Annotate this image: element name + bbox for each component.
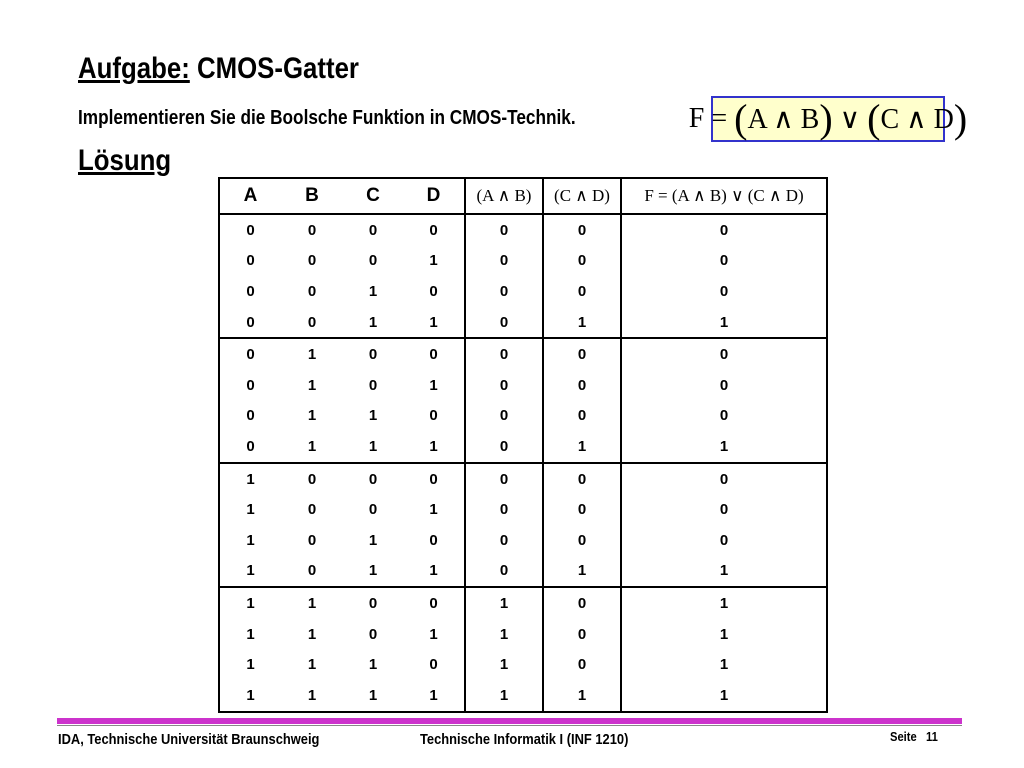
formula-or: ∨ xyxy=(839,104,861,135)
table-cell: 0 xyxy=(465,463,543,495)
table-row xyxy=(219,401,827,432)
formula-box xyxy=(688,96,968,142)
formula-term-1: A ∧ B xyxy=(747,104,820,135)
table-cell: 0 xyxy=(429,282,438,300)
formula-lhs: F xyxy=(688,103,705,134)
table-cell: 0 xyxy=(543,587,621,619)
truth-table-header-row xyxy=(219,178,827,214)
table-cell: 0 xyxy=(246,407,255,425)
table-cell: 1 xyxy=(307,686,317,704)
table-row xyxy=(219,649,827,680)
table-cell: 0 xyxy=(246,376,255,394)
table-cell: 0 xyxy=(543,619,621,650)
table-cell: 1 xyxy=(543,307,621,339)
table-cell: 0 xyxy=(465,556,543,588)
table-cell: 1 xyxy=(307,594,317,612)
footer-rule xyxy=(57,718,962,724)
title-rest: CMOS-Gatter xyxy=(196,52,359,85)
table-row xyxy=(219,276,827,307)
formula-eq: = xyxy=(711,103,728,134)
table-cell: 0 xyxy=(307,282,317,300)
table-cell: 1 xyxy=(621,307,827,339)
solution-heading: Lösung xyxy=(78,144,172,177)
table-cell: 0 xyxy=(368,594,378,612)
table-cell: 1 xyxy=(429,501,438,519)
table-row xyxy=(219,338,827,370)
footer-institution: IDA, Technische Universität Braunschweig xyxy=(58,731,320,748)
table-cell: 0 xyxy=(429,470,438,488)
table-cell: 0 xyxy=(621,214,827,246)
table-cell: 0 xyxy=(307,252,317,270)
table-cell: 0 xyxy=(465,525,543,556)
table-cell: 0 xyxy=(543,338,621,370)
footer-page xyxy=(890,729,938,744)
table-cell: 1 xyxy=(621,680,827,712)
table-cell: 0 xyxy=(621,494,827,525)
table-cell: 0 xyxy=(368,252,378,270)
header-c: C xyxy=(343,178,403,214)
table-cell: 0 xyxy=(281,556,343,588)
footer-rule-shadow xyxy=(57,725,962,726)
table-row xyxy=(219,246,827,277)
table-cell: 1 xyxy=(465,680,543,712)
table-cell: 1 xyxy=(621,649,827,680)
table-cell: 0 xyxy=(621,276,827,307)
formula-term-2: C ∧ D xyxy=(880,104,954,135)
formula-paren-close-2: ) xyxy=(953,96,968,141)
table-cell: 1 xyxy=(307,656,317,674)
table-cell: 1 xyxy=(343,307,403,339)
table-cell: 0 xyxy=(465,431,543,463)
table-cell: 1 xyxy=(403,556,465,588)
title-prefix: Aufgabe: xyxy=(78,52,190,85)
table-cell: 1 xyxy=(246,470,255,488)
formula-paren-close-1: ) xyxy=(819,96,833,141)
table-cell: 0 xyxy=(621,338,827,370)
table-cell: 0 xyxy=(621,525,827,556)
table-cell: 1 xyxy=(465,649,543,680)
table-cell: 0 xyxy=(621,370,827,401)
table-cell: 0 xyxy=(621,401,827,432)
table-cell: 1 xyxy=(465,587,543,619)
table-cell: 0 xyxy=(368,501,378,519)
table-cell: 0 xyxy=(368,346,378,364)
table-row xyxy=(219,370,827,401)
table-row xyxy=(219,463,827,495)
table-cell: 1 xyxy=(307,407,317,425)
table-cell: 1 xyxy=(307,625,317,643)
table-row xyxy=(219,307,827,339)
table-cell: 1 xyxy=(246,594,255,612)
table-cell: 0 xyxy=(543,214,621,246)
table-cell: 0 xyxy=(429,594,438,612)
table-cell: 0 xyxy=(465,401,543,432)
table-cell: 0 xyxy=(281,307,343,339)
table-cell: 0 xyxy=(543,370,621,401)
table-cell: 1 xyxy=(281,431,343,463)
header-d: D xyxy=(403,178,465,214)
table-cell: 0 xyxy=(543,649,621,680)
table-cell: 1 xyxy=(343,556,403,588)
table-cell: 1 xyxy=(307,376,317,394)
table-cell: 0 xyxy=(465,214,543,246)
table-cell: 1 xyxy=(368,686,378,704)
table-cell: 1 xyxy=(307,346,317,364)
table-cell: 0 xyxy=(543,494,621,525)
table-cell: 1 xyxy=(543,680,621,712)
formula-paren-open-2: ( xyxy=(867,96,881,141)
table-cell: 0 xyxy=(429,407,438,425)
table-cell: 0 xyxy=(543,463,621,495)
header-a-and-b: (A ∧ B) xyxy=(465,178,543,214)
table-cell: 0 xyxy=(246,252,255,270)
table-cell: 0 xyxy=(246,282,255,300)
table-cell: 1 xyxy=(368,531,378,549)
table-cell: 1 xyxy=(246,501,255,519)
table-cell: 0 xyxy=(543,525,621,556)
table-cell: 1 xyxy=(246,656,255,674)
table-cell: 0 xyxy=(429,346,438,364)
table-cell: 0 xyxy=(307,531,317,549)
table-cell: 0 xyxy=(465,338,543,370)
table-cell: 1 xyxy=(429,686,438,704)
table-cell: 0 xyxy=(465,494,543,525)
table-cell: 1 xyxy=(343,431,403,463)
table-cell: 0 xyxy=(219,307,281,339)
truth-table-body xyxy=(219,214,827,712)
header-a: A xyxy=(219,178,281,214)
table-cell: 0 xyxy=(543,401,621,432)
table-cell: 1 xyxy=(403,431,465,463)
table-cell: 0 xyxy=(465,246,543,277)
table-cell: 1 xyxy=(543,556,621,588)
table-cell: 1 xyxy=(429,625,438,643)
table-cell: 1 xyxy=(621,619,827,650)
header-c-and-d: (C ∧ D) xyxy=(543,178,621,214)
table-cell: 1 xyxy=(246,531,255,549)
table-cell: 1 xyxy=(368,656,378,674)
table-cell: 1 xyxy=(219,556,281,588)
table-cell: 1 xyxy=(465,619,543,650)
table-cell: 0 xyxy=(429,221,438,239)
table-cell: 1 xyxy=(429,376,438,394)
table-cell: 1 xyxy=(621,431,827,463)
table-cell: 0 xyxy=(543,276,621,307)
table-cell: 0 xyxy=(465,276,543,307)
footer-page-number: 11 xyxy=(926,729,938,744)
table-cell: 0 xyxy=(465,307,543,339)
table-cell: 1 xyxy=(429,252,438,270)
table-cell: 0 xyxy=(368,376,378,394)
table-cell: 0 xyxy=(219,431,281,463)
table-row xyxy=(219,494,827,525)
table-cell: 1 xyxy=(621,587,827,619)
table-row xyxy=(219,587,827,619)
table-cell: 0 xyxy=(368,221,378,239)
table-cell: 0 xyxy=(307,501,317,519)
table-cell: 0 xyxy=(246,346,255,364)
table-cell: 0 xyxy=(246,221,255,239)
table-cell: 1 xyxy=(621,556,827,588)
table-row xyxy=(219,214,827,246)
table-cell: 1 xyxy=(246,686,255,704)
table-cell: 0 xyxy=(307,470,317,488)
table-cell: 0 xyxy=(621,246,827,277)
table-cell: 0 xyxy=(429,656,438,674)
table-cell: 1 xyxy=(403,307,465,339)
table-cell: 1 xyxy=(368,407,378,425)
formula-paren-open-1: ( xyxy=(734,96,748,141)
table-cell: 0 xyxy=(465,370,543,401)
table-row xyxy=(219,431,827,463)
task-description: Implementieren Sie die Boolsche Funktion in CMOS-Technik. xyxy=(78,107,576,129)
table-cell: 0 xyxy=(429,531,438,549)
table-cell: 1 xyxy=(246,625,255,643)
table-row xyxy=(219,525,827,556)
table-cell: 0 xyxy=(368,625,378,643)
table-row xyxy=(219,680,827,712)
table-row xyxy=(219,556,827,588)
truth-table xyxy=(218,177,828,713)
footer-page-label: Seite xyxy=(890,729,917,744)
table-cell: 1 xyxy=(543,431,621,463)
table-cell: 1 xyxy=(368,282,378,300)
table-row xyxy=(219,619,827,650)
table-cell: 0 xyxy=(307,221,317,239)
table-cell: 0 xyxy=(368,470,378,488)
header-f: F = (A ∧ B) ∨ (C ∧ D) xyxy=(621,178,827,214)
table-cell: 0 xyxy=(543,246,621,277)
footer-course: Technische Informatik I (INF 1210) xyxy=(420,731,629,748)
table-cell: 0 xyxy=(621,463,827,495)
header-b: B xyxy=(281,178,343,214)
slide-title xyxy=(78,52,359,86)
